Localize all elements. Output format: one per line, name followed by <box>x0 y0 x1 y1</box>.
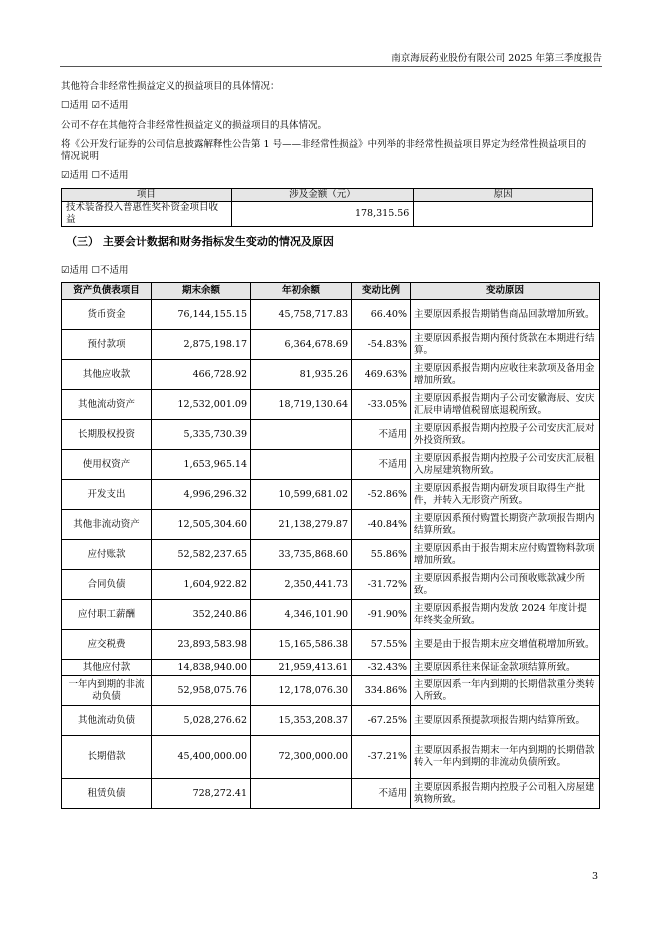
page-header: 南京海辰药业股份有限公司 2025 年第三季度报告 <box>60 50 602 67</box>
cell-change-ratio: -52.86% <box>352 480 411 510</box>
table-row <box>62 660 600 676</box>
cell-year-start: 6,364,678.69 <box>251 330 352 360</box>
cell-item: 应付职工薪酬 <box>62 600 152 630</box>
cell-period-end: 12,505,304.60 <box>152 510 251 540</box>
cell-period-end: 1,653,965.14 <box>152 450 251 480</box>
cell-year-start: 15,353,208.37 <box>251 706 352 736</box>
cell-year-start: 21,959,413.61 <box>251 660 352 676</box>
table-header-row <box>62 283 600 300</box>
cell-item: 长期股权投资 <box>62 420 152 450</box>
table-row <box>62 510 600 540</box>
header-period-end: 期末余额 <box>152 283 251 300</box>
table-row <box>62 330 600 360</box>
header-item: 资产负债表项目 <box>62 283 152 300</box>
header-change-reason: 变动原因 <box>411 283 600 300</box>
table-row <box>62 480 600 510</box>
cell-change-reason: 主要原因系报告期内控股子公司租入房屋建筑物所致。 <box>411 779 600 809</box>
cell-change-ratio: -67.25% <box>352 706 411 736</box>
table-row <box>62 630 600 660</box>
table-row <box>62 420 600 450</box>
cell-period-end: 2,875,198.17 <box>152 330 251 360</box>
cell-change-ratio: -91.90% <box>352 600 411 630</box>
cell-period-end: 52,958,075.76 <box>152 676 251 706</box>
paragraph-no-other-items: 公司不存在其他符合非经常性损益定义的损益项目的具体情况。 <box>61 120 328 131</box>
table-row <box>62 706 600 736</box>
cell-change-ratio: 不适用 <box>352 450 411 480</box>
cell-year-start <box>251 420 352 450</box>
cell-year-start: 45,758,717.83 <box>251 300 352 330</box>
cell-period-end: 466,728.92 <box>152 360 251 390</box>
header-item: 项目 <box>62 189 232 202</box>
cell-change-ratio: 不适用 <box>352 420 411 450</box>
cell-item: 应付账款 <box>62 540 152 570</box>
cell-period-end: 1,604,922.82 <box>152 570 251 600</box>
cell-item: 长期借款 <box>62 736 152 779</box>
page-number: 3 <box>592 871 599 882</box>
cell-year-start: 81,935.26 <box>251 360 352 390</box>
table-row <box>62 300 600 330</box>
cell-year-start: 72,300,000.00 <box>251 736 352 779</box>
cell-change-reason: 主要原因系报告期内研发项目取得生产批件，并转入无形资产所致。 <box>411 480 600 510</box>
cell-item: 其他流动资产 <box>62 390 152 420</box>
cell-year-start: 10,599,681.02 <box>251 480 352 510</box>
applicability-checkbox-3: ☑适用 ☐不适用 <box>61 265 129 276</box>
cell-item: 一年内到期的非流动负债 <box>62 676 152 706</box>
applicability-checkbox-1: ☐适用 ☑不适用 <box>61 100 129 111</box>
cell-period-end: 45,400,000.00 <box>152 736 251 779</box>
header-amount: 涉及金额（元） <box>231 189 414 202</box>
cell-change-reason: 主要原因系报告期内控股子公司安庆汇辰租入房屋建筑物所致。 <box>411 450 600 480</box>
cell-year-start: 18,719,130.64 <box>251 390 352 420</box>
cell-item: 合同负债 <box>62 570 152 600</box>
cell-period-end: 728,272.41 <box>152 779 251 809</box>
cell-change-reason: 主要原因系报告期内发放 2024 年度计提年终奖金所致。 <box>411 600 600 630</box>
cell-year-start: 21,138,279.87 <box>251 510 352 540</box>
cell-item: 货币资金 <box>62 300 152 330</box>
cell-change-reason: 主要原因系往来保证金款项结算所致。 <box>411 660 600 676</box>
cell-change-ratio: -40.84% <box>352 510 411 540</box>
cell-item: 租赁负债 <box>62 779 152 809</box>
cell-change-ratio: 不适用 <box>352 779 411 809</box>
cell-change-ratio: -33.05% <box>352 390 411 420</box>
table-row <box>62 676 600 706</box>
cell-change-reason: 主要原因系报告期内应收往来款项及备用金增加所致。 <box>411 360 600 390</box>
header-change-ratio: 变动比例 <box>352 283 411 300</box>
table-row <box>62 202 593 227</box>
cell-change-ratio: 55.86% <box>352 540 411 570</box>
cell-change-ratio: 334.86% <box>352 676 411 706</box>
cell-change-reason: 主要原因系报告期销售商品回款增加所致。 <box>411 300 600 330</box>
cell-year-start: 15,165,586.38 <box>251 630 352 660</box>
cell-year-start <box>251 779 352 809</box>
table-row <box>62 570 600 600</box>
cell-item: 应交税费 <box>62 630 152 660</box>
cell-year-start: 4,346,101.90 <box>251 600 352 630</box>
cell-period-end: 23,893,583.98 <box>152 630 251 660</box>
cell-change-reason: 主要原因系报告期末一年内到期的长期借款转入一年内到期的非流动负债所致。 <box>411 736 600 779</box>
paragraph-other-items: 其他符合非经常性损益定义的损益项目的具体情况： <box>61 81 280 92</box>
cell-change-ratio: -37.21% <box>352 736 411 779</box>
applicability-checkbox-2: ☑适用 ☐不适用 <box>61 170 129 181</box>
cell-change-ratio: -54.83% <box>352 330 411 360</box>
cell-change-reason: 主要原因系由于报告期末应付购置物料款项增加所致。 <box>411 540 600 570</box>
table-row <box>62 390 600 420</box>
cell-item: 其他非流动资产 <box>62 510 152 540</box>
cell-period-end: 76,144,155.15 <box>152 300 251 330</box>
cell-period-end: 5,028,276.62 <box>152 706 251 736</box>
reclassified-items-table <box>61 188 593 227</box>
paragraph-reclassification-note: 将《公开发行证券的公司信息披露解释性公告第 1 号——非经常性损益》中列举的非经常性损益项目界定为经常性损益项目的情况说明 <box>61 139 587 162</box>
cell-item: 使用权资产 <box>62 450 152 480</box>
cell-item: 其他应收款 <box>62 360 152 390</box>
cell-period-end: 12,532,001.09 <box>152 390 251 420</box>
table-header-row <box>62 189 593 202</box>
cell-item: 预付款项 <box>62 330 152 360</box>
cell-period-end: 4,996,296.32 <box>152 480 251 510</box>
cell-year-start <box>251 450 352 480</box>
cell-period-end: 14,838,940.00 <box>152 660 251 676</box>
cell-change-reason: 主要是由于报告期末应交增值税增加所致。 <box>411 630 600 660</box>
header-year-start: 年初余额 <box>251 283 352 300</box>
cell-change-reason: 主要原因系报告期内公司预收账款减少所致。 <box>411 570 600 600</box>
balance-sheet-changes-table <box>61 282 600 809</box>
table-row <box>62 540 600 570</box>
cell-item: 技术装备投入普惠性奖补资金项目收益 <box>62 202 232 227</box>
cell-change-reason: 主要原因系预提款项报告期内结算所致。 <box>411 706 600 736</box>
cell-change-reason: 主要原因系报告期内预付货款在本期进行结算。 <box>411 330 600 360</box>
table-row <box>62 450 600 480</box>
table-row <box>62 360 600 390</box>
cell-item: 其他流动负债 <box>62 706 152 736</box>
cell-change-reason: 主要原因系报告期内控股子公司安庆汇辰对外投资所致。 <box>411 420 600 450</box>
cell-period-end: 52,582,237.65 <box>152 540 251 570</box>
cell-change-reason: 主要原因系报告期内子公司安徽海辰、安庆汇辰申请增值税留底退税所致。 <box>411 390 600 420</box>
cell-reason <box>414 202 593 227</box>
section-title: （三） 主要会计数据和财务指标发生变动的情况及原因 <box>66 235 334 248</box>
table-row <box>62 779 600 809</box>
cell-item: 其他应付款 <box>62 660 152 676</box>
cell-year-start: 33,735,868.60 <box>251 540 352 570</box>
cell-change-reason: 主要原因系一年内到期的长期借款重分类转入所致。 <box>411 676 600 706</box>
cell-change-ratio: -31.72% <box>352 570 411 600</box>
cell-period-end: 352,240.86 <box>152 600 251 630</box>
cell-change-ratio: 57.55% <box>352 630 411 660</box>
cell-change-reason: 主要原因系预付购置长期资产款项报告期内结算所致。 <box>411 510 600 540</box>
cell-change-ratio: 469.63% <box>352 360 411 390</box>
cell-period-end: 5,335,730.39 <box>152 420 251 450</box>
cell-item: 开发支出 <box>62 480 152 510</box>
cell-change-ratio: 66.40% <box>352 300 411 330</box>
table-row <box>62 600 600 630</box>
table-row <box>62 736 600 779</box>
header-reason: 原因 <box>414 189 593 202</box>
cell-year-start: 2,350,441.73 <box>251 570 352 600</box>
cell-year-start: 12,178,076.30 <box>251 676 352 706</box>
cell-change-ratio: -32.43% <box>352 660 411 676</box>
cell-amount: 178,315.56 <box>231 202 414 227</box>
